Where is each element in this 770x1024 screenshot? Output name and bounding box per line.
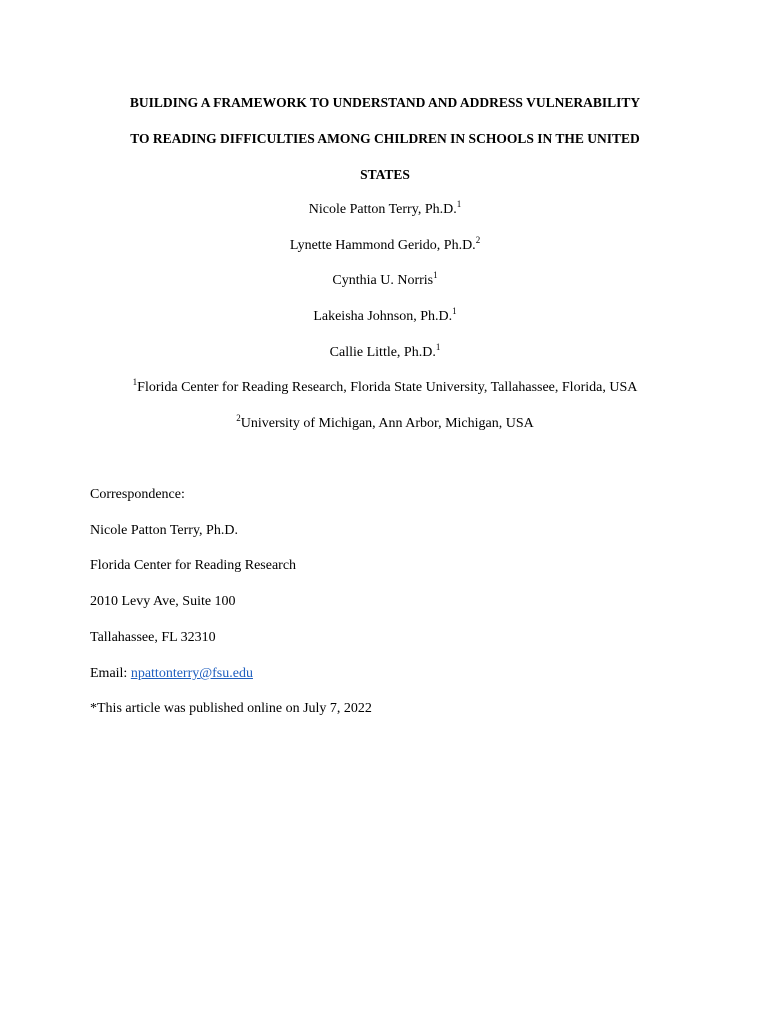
correspondence-street: 2010 Levy Ave, Suite 100	[90, 594, 236, 609]
affiliation-mark: 1	[435, 342, 441, 352]
affiliation-mark: 2	[236, 413, 241, 423]
author-4	[0, 306, 770, 325]
author-2	[0, 235, 770, 254]
title-line-3: STATES	[360, 167, 410, 182]
author-3	[0, 270, 770, 289]
correspondence-email-line	[90, 666, 253, 682]
email-link[interactable]: npattonterry@fsu.edu	[130, 666, 253, 681]
title-line-1: BUILDING A FRAMEWORK TO UNDERSTAND AND ADDRESS VULNERABILITY	[129, 95, 641, 110]
affiliation-mark: 1	[132, 377, 138, 387]
author-name: Lakeisha Johnson, Ph.D.	[313, 309, 453, 324]
correspondence-organization: Florida Center for Reading Research	[90, 558, 297, 573]
correspondence-city: Tallahassee, FL 32310	[90, 630, 216, 645]
affiliation-text: University of Michigan, Ann Arbor, Michigan, USA	[240, 416, 534, 431]
affiliation-mark: 2	[475, 235, 481, 245]
affiliation-2	[0, 413, 770, 432]
correspondence-heading: Correspondence:	[90, 487, 185, 502]
author-1	[0, 199, 770, 218]
author-name: Nicole Patton Terry, Ph.D.	[308, 202, 457, 217]
email-label: Email:	[90, 666, 131, 681]
affiliation-mark: 1	[452, 306, 457, 316]
affiliation-text: Florida Center for Reading Research, Florida State University, Tallahassee, Florida, USA	[137, 380, 638, 395]
author-name: Lynette Hammond Gerido, Ph.D.	[289, 238, 476, 253]
affiliation-1	[0, 377, 770, 396]
author-name: Callie Little, Ph.D.	[329, 345, 436, 360]
title-line-2: TO READING DIFFICULTIES AMONG CHILDREN IN SCHOOLS IN THE UNITED	[130, 131, 640, 146]
author-name: Cynthia U. Norris	[332, 273, 434, 288]
affiliation-mark: 1	[456, 199, 462, 209]
author-5	[0, 342, 770, 361]
correspondence-name: Nicole Patton Terry, Ph.D.	[90, 523, 238, 538]
publication-note: *This article was published online on July 7, 2022	[90, 701, 372, 716]
affiliation-mark: 1	[433, 270, 438, 280]
